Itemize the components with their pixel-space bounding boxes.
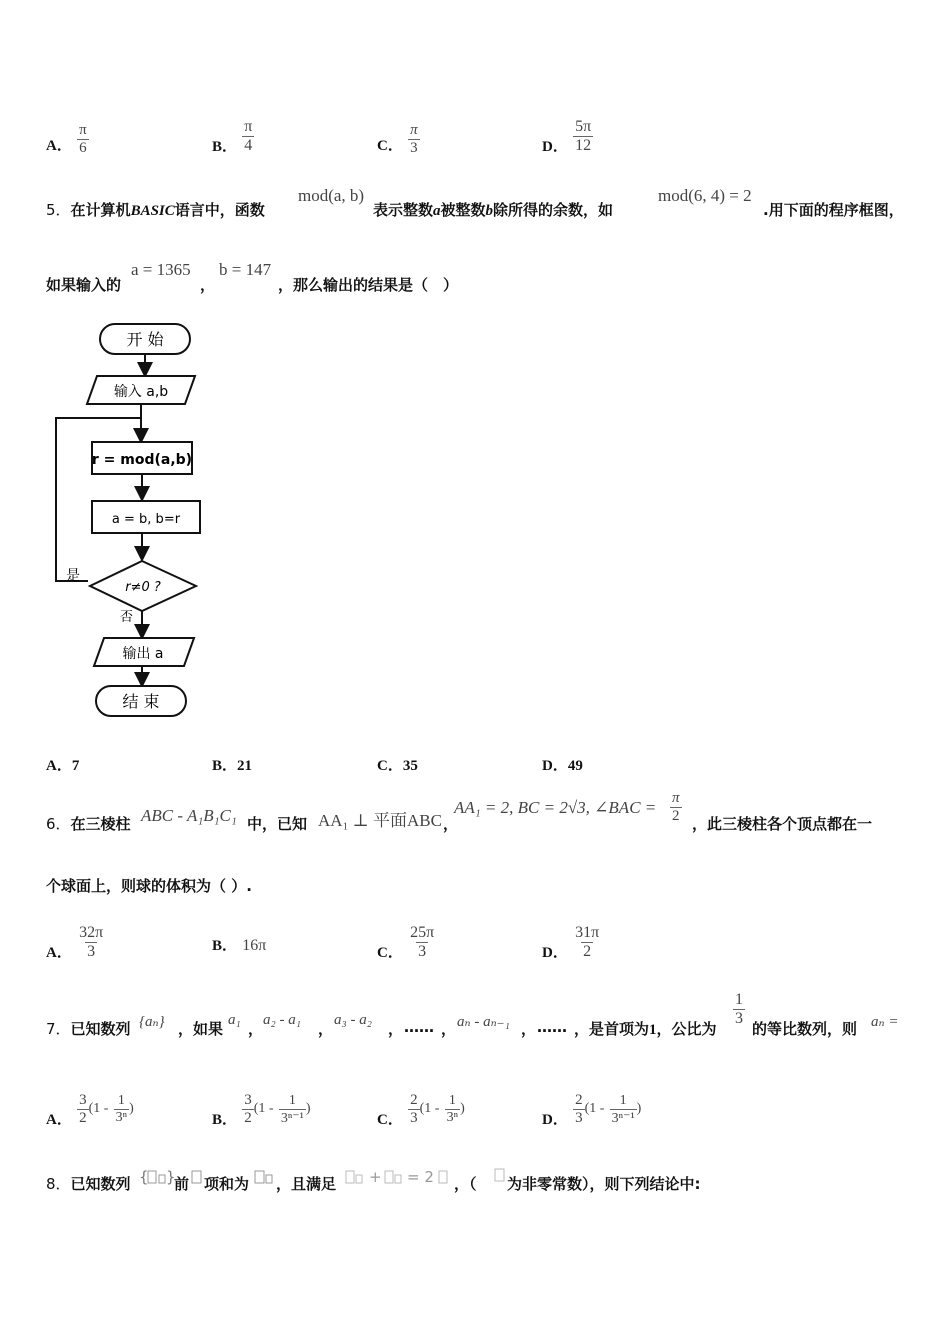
coefficient-fraction — [408, 1092, 420, 1127]
option-value: 21 — [237, 758, 253, 774]
q7-option-a[interactable] — [46, 1092, 134, 1137]
comma: ， — [443, 815, 459, 833]
denominator: 3 — [735, 1010, 743, 1027]
option-letter: D． — [542, 139, 568, 155]
q5-line2-pre: 如果输入的 — [46, 276, 122, 294]
mod-example: mod(6, 4) = 2 — [658, 186, 752, 205]
fraction — [408, 924, 436, 961]
svg-text:}: } — [166, 1168, 176, 1186]
basic-term: BASIC — [130, 203, 175, 219]
inner-fraction — [610, 1093, 637, 1127]
q8-text6: 为非零常数），则下列结论中: — [507, 1175, 701, 1193]
process-assign-label: a = b, b=r — [111, 512, 181, 527]
option-letter: C． — [377, 138, 403, 154]
option-value: 16π — [242, 937, 267, 954]
q7-text: ，是首项为 — [574, 1020, 650, 1038]
decision-label: r≠0 ? — [125, 580, 161, 595]
question-number: 7． — [46, 1020, 71, 1038]
fraction — [573, 924, 601, 961]
fraction — [408, 122, 420, 157]
q5-text: 语言中，函数 — [174, 201, 265, 219]
prism-conditions: AA₁ = 2, BC = 2√3, ∠BAC = — [454, 798, 657, 817]
numerator: 3 — [244, 1092, 252, 1108]
program-flowchart — [50, 318, 210, 728]
q7-line1 — [46, 1018, 131, 1039]
fraction — [77, 924, 105, 961]
q4-option-a[interactable] — [46, 122, 89, 163]
denominator: 2 — [244, 1110, 252, 1126]
output-label: 输出 a — [122, 646, 164, 662]
option-value: 7 — [71, 758, 80, 774]
input-b-value: b = 147 — [219, 260, 272, 279]
question-number: 5． — [46, 201, 71, 219]
option-letter: A． — [46, 758, 72, 774]
q5-option-a[interactable] — [46, 754, 79, 775]
var-a: a — [433, 203, 441, 219]
paren-open: (1 - — [253, 1101, 274, 1116]
q8-text: 已知数列 — [70, 1175, 131, 1193]
comma: ， — [521, 1020, 537, 1038]
term-a3-a2: a₃ - a₂ — [334, 1012, 372, 1028]
comma: ， — [318, 1020, 334, 1038]
missing-glyph-icon — [254, 1168, 276, 1190]
input-a-value: a = 1365 — [131, 260, 191, 279]
q4-option-b[interactable] — [212, 118, 254, 165]
option-letter: B． — [212, 139, 238, 155]
general-term: aₙ = — [871, 1014, 899, 1030]
q7-option-d[interactable] — [542, 1092, 642, 1137]
denominator: 2 — [672, 808, 680, 824]
option-letter: B． — [212, 1112, 238, 1128]
q4-option-c[interactable] — [377, 122, 420, 163]
denominator: 3ⁿ — [446, 1110, 459, 1125]
q7-text5: 的等比数列，则 — [752, 1020, 858, 1038]
denominator: 2 — [79, 1110, 87, 1126]
term-an-an-1: aₙ - aₙ₋₁ — [457, 1014, 510, 1030]
q7-text3-group — [574, 1018, 717, 1039]
q8-text2: 前 — [174, 1175, 190, 1193]
fraction — [733, 991, 745, 1028]
comma: ， — [248, 1020, 264, 1038]
question-number: 8． — [46, 1175, 71, 1193]
q8-text4: ，且满足 — [276, 1175, 337, 1193]
svg-text:= 2: = 2 — [407, 1168, 434, 1186]
yes-label: 是 — [66, 568, 80, 584]
denominator: 2 — [583, 943, 592, 960]
q6-text: 在三棱柱 — [70, 815, 131, 833]
q6-option-b[interactable] — [212, 934, 266, 955]
numerator: 2 — [575, 1092, 583, 1108]
inner-fraction — [114, 1093, 129, 1126]
q5-option-b[interactable] — [212, 754, 252, 775]
coefficient-fraction — [242, 1092, 254, 1127]
option-letter: D． — [542, 945, 568, 961]
q6-line2: 个球面上，则球的体积为（ ）. — [46, 877, 252, 895]
input-label: 输入 a,b — [113, 384, 169, 400]
process-mod-label: r = mod(a,b) — [91, 452, 193, 468]
denominator: 4 — [244, 137, 253, 154]
q5-text: 除所得的余数，如 — [493, 201, 614, 219]
missing-glyph-icon — [345, 1166, 455, 1186]
numerator: 1 — [735, 991, 743, 1008]
option-letter: D． — [542, 758, 568, 774]
fraction — [77, 122, 89, 157]
option-letter: A． — [46, 1112, 72, 1128]
option-letter: D． — [542, 1112, 568, 1128]
missing-formula-condition — [345, 1166, 455, 1190]
first-term: 1 — [649, 1022, 657, 1038]
term-a1: a₁ — [228, 1012, 241, 1028]
no-label: 否 — [120, 610, 134, 625]
option-letter: C． — [377, 1112, 403, 1128]
ellipsis: …… — [404, 1018, 434, 1036]
option-letter: A． — [46, 945, 72, 961]
numerator: 25π — [410, 924, 435, 941]
q5-option-d[interactable] — [542, 754, 583, 775]
denominator: 3ⁿ⁻¹ — [611, 1110, 635, 1126]
denominator: 3 — [418, 943, 427, 960]
numerator: 3 — [79, 1092, 87, 1108]
paren-open: (1 - — [419, 1101, 440, 1116]
numerator: π — [410, 122, 418, 138]
q7-text: 已知数列 — [70, 1020, 131, 1038]
coefficient-fraction — [573, 1092, 585, 1127]
numerator: 31π — [575, 924, 600, 941]
option-letter: B． — [212, 938, 238, 954]
denominator: 12 — [575, 137, 592, 154]
q5-line1 — [46, 199, 265, 220]
question-number: 6． — [46, 815, 71, 833]
denominator: 3 — [410, 140, 418, 156]
option-letter: C． — [377, 945, 403, 961]
q6-text3: ，此三棱柱各个顶点都在一 — [692, 815, 873, 833]
q7-text: ，公比为 — [656, 1020, 717, 1038]
numerator: 1 — [619, 1092, 627, 1108]
paren-open: (1 - — [584, 1101, 605, 1116]
fraction — [670, 790, 682, 825]
missing-glyph-icon — [139, 1168, 176, 1186]
numerator: 1 — [117, 1093, 125, 1108]
missing-glyph-icon — [494, 1166, 506, 1188]
svg-text:{: { — [139, 1168, 149, 1186]
option-value: 35 — [402, 758, 418, 774]
paren-close: ) — [129, 1101, 134, 1116]
comma: ， — [388, 1020, 404, 1038]
numerator: 2 — [410, 1092, 418, 1108]
denominator: 3ⁿ⁻¹ — [280, 1110, 304, 1126]
option-letter: B． — [212, 758, 238, 774]
option-value: 49 — [567, 758, 583, 774]
q6-line1-start — [46, 813, 131, 834]
paren-close: ) — [636, 1101, 642, 1116]
paren-close: ) — [305, 1101, 311, 1116]
denominator: 3 — [87, 943, 96, 960]
q5-text: 表示整数 — [373, 201, 434, 219]
q7-text2: ，如果 — [178, 1020, 224, 1038]
inner-fraction — [279, 1093, 306, 1127]
term-a2-a1: a₂ - a₁ — [263, 1012, 301, 1028]
q6-text2: 中，已知 — [247, 815, 308, 833]
q7-option-c[interactable] — [377, 1092, 465, 1137]
var-b: b — [485, 203, 494, 219]
denominator: 6 — [79, 140, 87, 156]
q5-line2-post: ，那么输出的结果是（ ） — [278, 276, 459, 294]
sequence-notation: {aₙ} — [139, 1014, 165, 1030]
q5-text: 被整数 — [440, 201, 486, 219]
comma: ， — [200, 276, 216, 294]
denominator: 3 — [410, 1110, 418, 1126]
q5-line1-end: .用下面的程序框图， — [763, 201, 904, 219]
numerator: 1 — [448, 1093, 456, 1108]
q8-line1 — [46, 1173, 131, 1194]
numerator: 5π — [575, 118, 592, 135]
comma: ， — [441, 1020, 457, 1038]
numerator: π — [244, 118, 253, 135]
q5-option-c[interactable] — [377, 754, 418, 775]
fraction — [242, 118, 254, 155]
end-label: 结 束 — [122, 692, 160, 711]
ellipsis: …… — [537, 1018, 567, 1036]
fraction — [573, 118, 593, 155]
q8-text3: 项和为 — [204, 1175, 250, 1193]
option-letter: A． — [46, 138, 72, 154]
numerator: π — [79, 122, 87, 138]
q5-text: 在计算机 — [70, 201, 131, 219]
mod-function: mod(a, b) — [298, 186, 365, 205]
svg-text:+: + — [369, 1168, 382, 1186]
q8-text5: ，（ — [454, 1175, 477, 1193]
perpendicular-condition: AA₁ ⊥ 平面ABC — [318, 811, 442, 830]
paren-close: ) — [460, 1101, 465, 1116]
angle-fraction — [670, 790, 682, 825]
common-ratio — [733, 991, 745, 1028]
missing-glyph-icon — [191, 1168, 203, 1190]
q5-line1-cont — [373, 199, 613, 220]
denominator: 3 — [575, 1110, 583, 1126]
q7-option-b[interactable] — [212, 1092, 311, 1137]
denominator: 3ⁿ — [115, 1110, 128, 1125]
start-label: 开 始 — [126, 330, 164, 349]
missing-formula-sequence — [139, 1168, 176, 1186]
option-letter: C． — [377, 758, 403, 774]
coefficient-fraction — [77, 1092, 89, 1127]
numerator: π — [672, 790, 680, 806]
paren-open: (1 - — [88, 1101, 109, 1116]
numerator: 32π — [79, 924, 104, 941]
inner-fraction — [445, 1093, 460, 1126]
numerator: 1 — [288, 1092, 296, 1108]
prism-name: ABC - A₁B₁C₁ — [141, 806, 237, 825]
